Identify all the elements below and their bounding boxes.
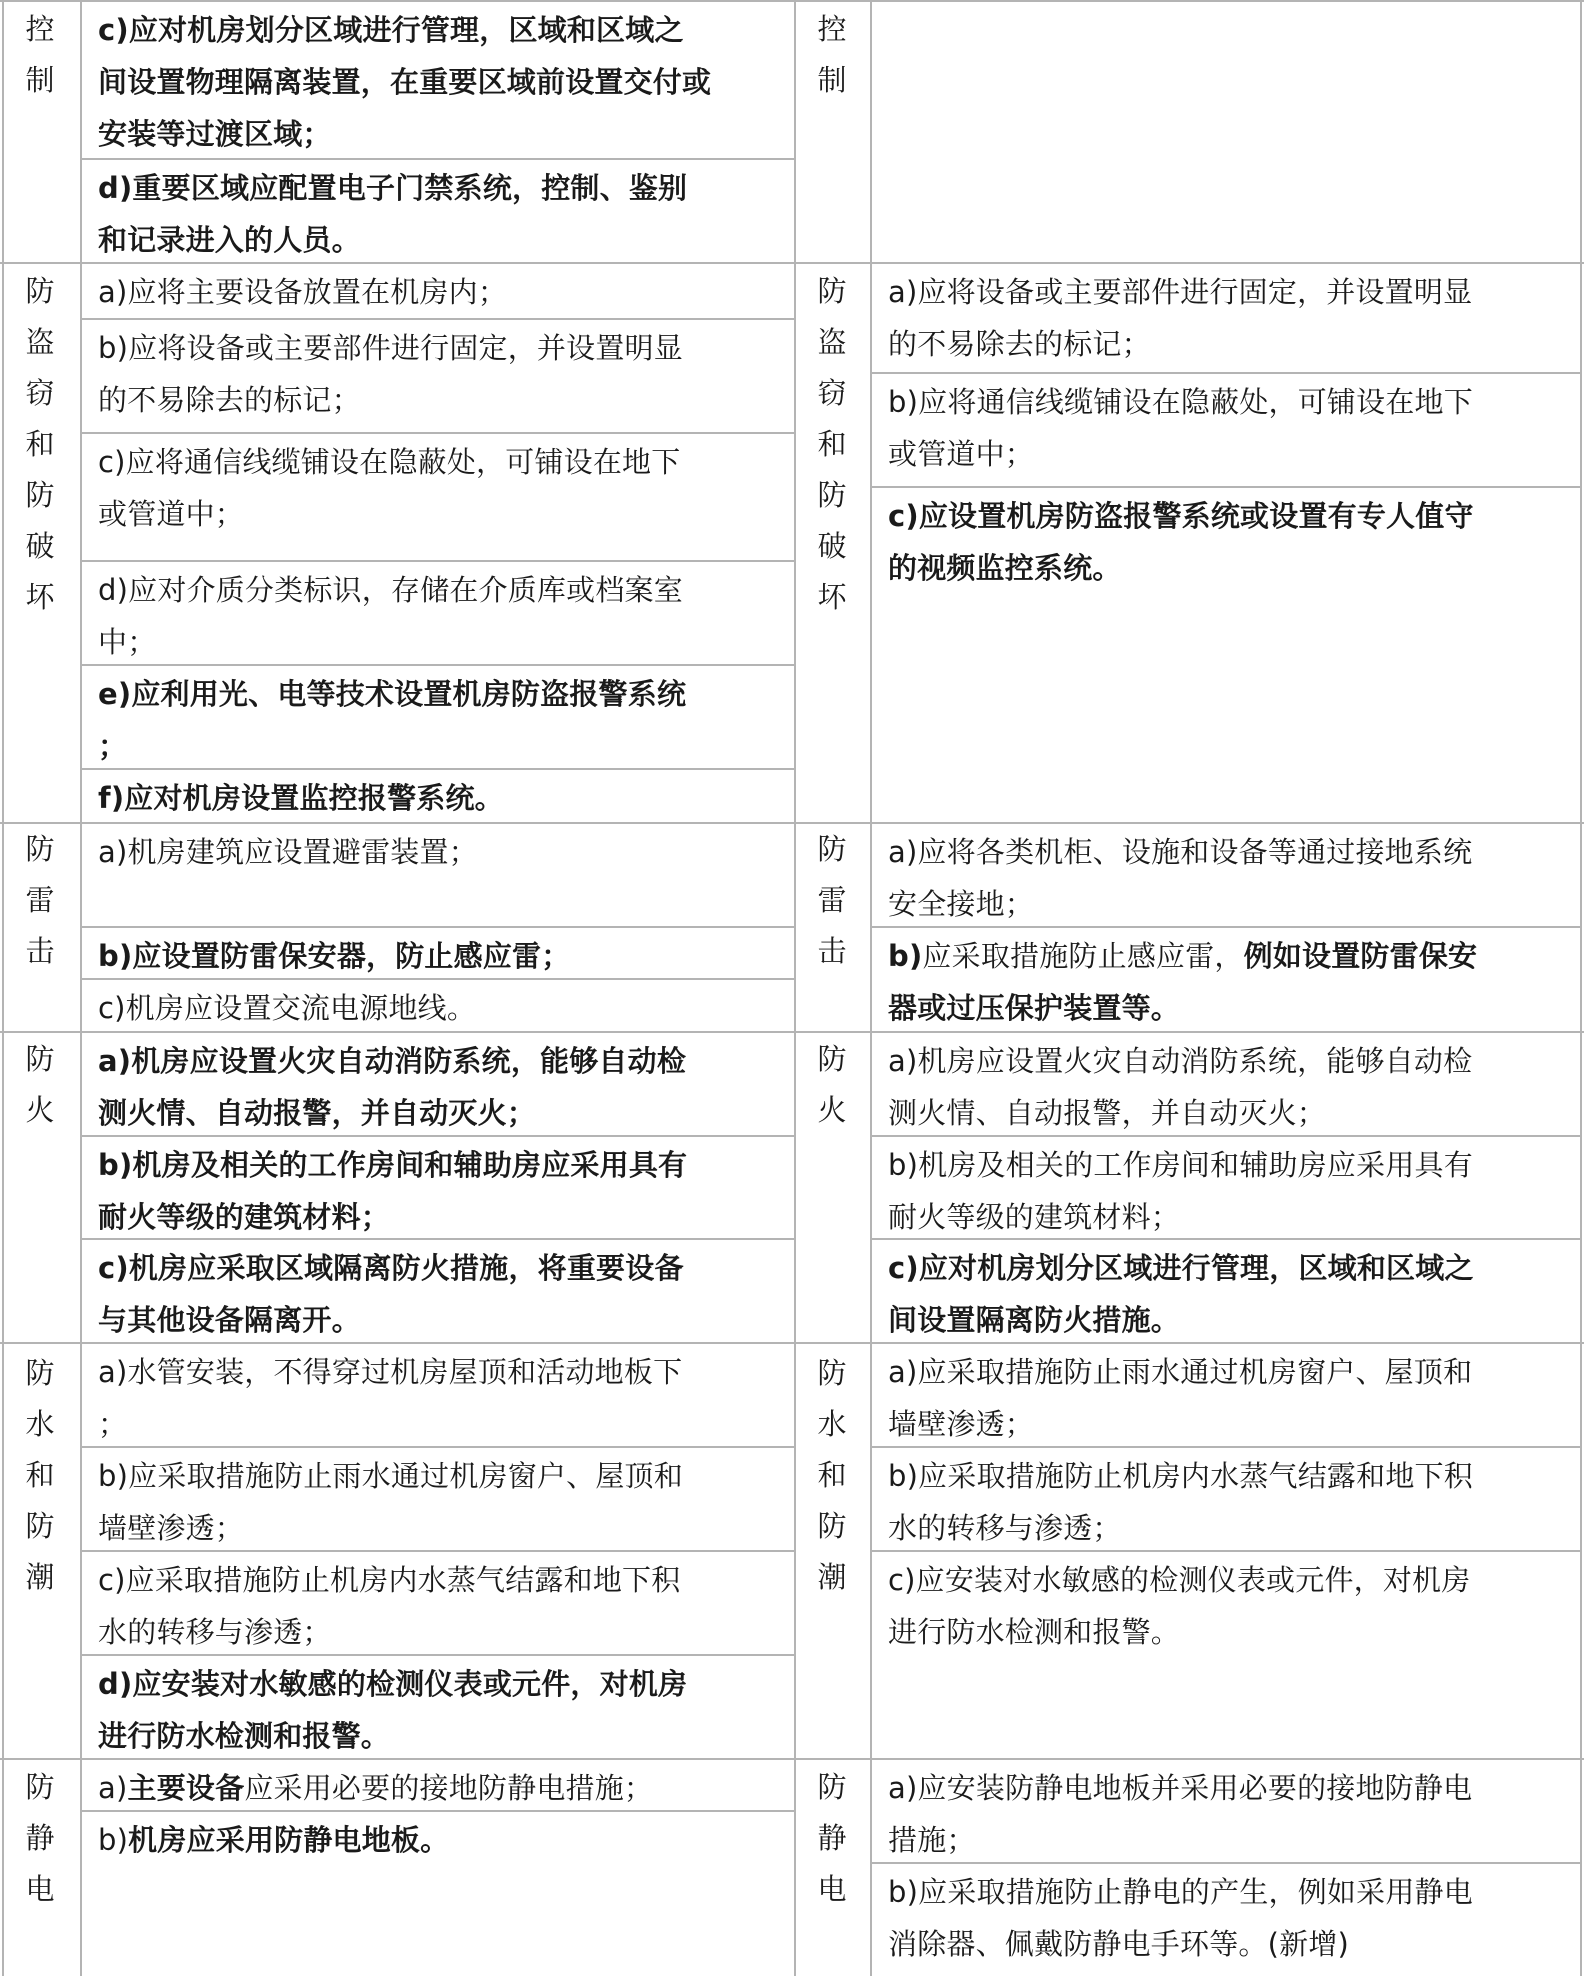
left-requirement-item [98, 1762, 653, 1814]
text-run: a)应安装防静电地板并采用必要的接地防静电 [888, 1771, 1473, 1805]
text-run: 或 [682, 65, 712, 99]
text-run: 耐火等级的建筑材料； [98, 1200, 391, 1234]
text-run: d)应对介质分类标识，存储在介质库或档案室 [98, 573, 683, 607]
column-divider [870, 0, 872, 1976]
item-divider [80, 1810, 794, 1812]
text-line [98, 56, 711, 108]
item-divider [870, 926, 1582, 928]
text-line [888, 376, 1473, 428]
text-run: c)应安装对水敏感的检测仪表或元件，对机房 [888, 1563, 1471, 1597]
text-run: d)应安装对水敏感的检测仪表或元件，对机房 [98, 1667, 688, 1701]
text-run: 应采用必要的接地防静电措施； [244, 1771, 654, 1805]
text-line [888, 318, 1472, 370]
text-line [98, 1242, 684, 1294]
text-run: ； [98, 729, 128, 763]
text-line [888, 930, 1477, 982]
text-line [98, 1139, 687, 1191]
item-divider [80, 1550, 794, 1552]
text-run: a) [98, 1771, 128, 1805]
text-line [98, 772, 504, 824]
text-run: b)机房及相关的工作房间和辅助房应采用具有 [98, 1148, 688, 1182]
text-line [98, 214, 687, 266]
text-run: ； [98, 1407, 128, 1441]
text-line [98, 436, 680, 488]
text-line [888, 428, 1473, 480]
text-line [888, 1450, 1473, 1502]
text-line [98, 1191, 687, 1243]
item-divider [80, 432, 794, 434]
item-divider [80, 1238, 794, 1240]
text-run: 测火情、自动报警，并自动灭火； [888, 1096, 1327, 1130]
left-category-label: 防静电 [25, 1770, 55, 1906]
text-run: 安装等过渡区域； [98, 117, 332, 151]
item-divider [80, 1135, 794, 1137]
text-line [98, 826, 478, 878]
item-divider [80, 768, 794, 770]
text-line [888, 1139, 1473, 1191]
text-line [98, 1450, 683, 1502]
item-divider [870, 1238, 1582, 1240]
text-run: c)应设置机房防盗报警系统或设置有专人值守 [888, 499, 1474, 533]
left-requirement-item [98, 1450, 683, 1554]
left-requirement-item [98, 266, 507, 318]
column-divider [794, 0, 796, 1976]
text-run: 间设置物理隔离装置，在重要区域前设置交付 [98, 65, 683, 99]
text-line [98, 1814, 449, 1866]
text-run: a)应将各类机柜、设施和设备等通过接地系统 [888, 835, 1473, 869]
text-run: a)机房应设置火灾自动消防系统，能够自动检 [98, 1044, 687, 1078]
left-requirement-item [98, 1554, 680, 1658]
text-line [98, 1502, 683, 1554]
text-run: 墙壁渗透； [888, 1407, 1035, 1441]
text-line [98, 1346, 682, 1398]
text-line [98, 1398, 682, 1450]
row-divider [0, 822, 1584, 824]
text-line [98, 488, 680, 540]
right-requirement-item [888, 490, 1474, 594]
text-run: 机房应采用防静电地板。 [128, 1823, 450, 1857]
text-run: b)应设置防雷保安器，防止感应雷； [98, 939, 571, 973]
text-run: a)机房建筑应设置避雷装置； [98, 835, 478, 869]
right-requirement-item [888, 376, 1473, 480]
right-category-label: 防火 [817, 1042, 847, 1127]
right-requirement-item [888, 1139, 1473, 1243]
table-border-left [2, 0, 4, 1976]
left-requirement-item [98, 1242, 684, 1346]
text-run: a)应将设备或主要部件进行固定，并设置明显 [888, 275, 1473, 309]
text-line [98, 4, 711, 56]
text-run: c)应将通信线缆铺设在隐蔽处，可铺设在地下 [98, 445, 681, 479]
right-requirement-item [888, 1346, 1472, 1450]
text-run: c)机房应设置交流电源地线。 [98, 991, 477, 1025]
text-run: 水的转移与渗透； [98, 1615, 332, 1649]
text-line [98, 1035, 686, 1087]
text-line [888, 982, 1477, 1034]
text-line [98, 266, 507, 318]
text-run: c)应采取措施防止机房内水蒸气结露和地下积 [98, 1563, 681, 1597]
left-requirement-item [98, 1035, 686, 1139]
item-divider [80, 926, 794, 928]
text-run: 或管道中； [98, 497, 245, 531]
text-run: 应采取措施防止感应雷， [922, 939, 1244, 973]
text-run: 主要设备 [127, 1771, 245, 1805]
text-line [888, 1242, 1474, 1294]
text-line [98, 108, 711, 160]
text-line [98, 930, 570, 982]
text-run: 耐火等级的建筑材料； [888, 1200, 1181, 1234]
text-line [98, 668, 686, 720]
table-border-top [0, 0, 1584, 2]
row-divider [0, 1758, 1584, 1760]
right-category-label: 防雷击 [817, 832, 847, 968]
text-line [98, 1087, 686, 1139]
text-run: a)应采取措施防止雨水通过机房窗户、屋顶和 [888, 1355, 1473, 1389]
text-line [98, 1710, 687, 1762]
right-category-label: 防静电 [817, 1770, 847, 1906]
text-run: b)机房及相关的工作房间和辅助房应采用具有 [888, 1148, 1473, 1182]
text-run: a)水管安装，不得穿过机房屋顶和活动地板 [98, 1355, 654, 1389]
right-requirement-item [888, 1762, 1472, 1866]
right-requirement-item [888, 1554, 1470, 1658]
text-run: 墙壁渗透； [98, 1511, 245, 1545]
text-line [888, 826, 1472, 878]
text-line [98, 982, 476, 1034]
text-line [98, 564, 683, 616]
item-divider [870, 372, 1582, 374]
text-run: f)应对机房设置监控报警系统。 [98, 781, 504, 815]
text-line [98, 1294, 684, 1346]
text-run: a)应将主要设备放置在机房内； [98, 275, 508, 309]
text-line [888, 1398, 1472, 1450]
text-run: 和记录进入的人员。 [98, 223, 361, 257]
item-divider [870, 1135, 1582, 1137]
text-run: 或管道中； [888, 437, 1035, 471]
text-run: e)应利用光、电等技术设置机房防盗报警系 [98, 677, 657, 711]
left-requirement-item [98, 1346, 682, 1450]
text-run: 的不易除去的标记； [98, 383, 361, 417]
item-divider [80, 1654, 794, 1656]
left-requirement-item [98, 436, 680, 540]
left-requirement-item [98, 1814, 449, 1866]
text-run: 消除器、佩戴防静电手环等。(新增) [888, 1927, 1350, 1961]
table-border-right [1580, 0, 1582, 1976]
text-run: b) [888, 939, 923, 973]
left-category-label: 防水和防潮 [25, 1356, 55, 1594]
text-run: 措施； [888, 1823, 976, 1857]
text-line [888, 1294, 1474, 1346]
right-category-label: 防水和防潮 [817, 1356, 847, 1594]
text-line [888, 1346, 1472, 1398]
text-run: 安全接地； [888, 887, 1035, 921]
item-divider [80, 978, 794, 980]
right-requirement-item [888, 826, 1472, 930]
text-line [98, 374, 683, 426]
left-requirement-item [98, 4, 711, 160]
text-run: b)应采取措施防止机房内水蒸气结露和地下积 [888, 1459, 1473, 1493]
text-run: b) [98, 1823, 129, 1857]
right-requirement-item [888, 266, 1472, 370]
item-divider [80, 1446, 794, 1448]
left-requirement-item [98, 564, 683, 668]
right-requirement-item [888, 1866, 1473, 1970]
text-run: b)应采取措施防止雨水通过机房窗户、屋顶和 [98, 1459, 683, 1493]
text-line [98, 1762, 653, 1814]
row-divider [0, 262, 1584, 264]
left-category-label: 防雷击 [25, 832, 55, 968]
text-run: b)应采取措施防止静电的产生，例如采用静电 [888, 1875, 1473, 1909]
right-requirement-item [888, 1450, 1473, 1554]
item-divider [870, 1446, 1582, 1448]
text-run: 统 [656, 677, 687, 711]
text-run: a)机房应设置火灾自动消防系统，能够自动检 [888, 1044, 1473, 1078]
text-run: 下 [653, 1355, 683, 1389]
row-divider [0, 1031, 1584, 1033]
left-category-label: 防盗窃和防破坏 [25, 274, 55, 614]
text-run: 进行防水检测和报警。 [888, 1615, 1181, 1649]
right-requirement-item [888, 1242, 1474, 1346]
text-line [98, 720, 686, 772]
left-category-label: 防火 [25, 1042, 55, 1127]
text-line [888, 1918, 1473, 1970]
text-line [888, 542, 1474, 594]
text-run: 的不易除去的标记； [888, 327, 1151, 361]
item-divider [80, 318, 794, 320]
text-run: 间设置隔离防火措施。 [888, 1303, 1181, 1337]
right-requirement-item [888, 930, 1477, 1034]
text-line [888, 1191, 1473, 1243]
text-run: c)应对机房划分区域进行管理，区域和区域之 [888, 1251, 1474, 1285]
text-line [888, 490, 1474, 542]
text-run: 中； [98, 625, 157, 659]
item-divider [870, 1862, 1582, 1864]
left-requirement-item [98, 930, 570, 982]
text-line [888, 1762, 1472, 1814]
text-line [888, 1554, 1470, 1606]
text-line [888, 1502, 1473, 1554]
text-run: c)应对机房划分区域进行管理，区域和区域之 [98, 13, 684, 47]
text-line [888, 1087, 1472, 1139]
row-divider [0, 1342, 1584, 1344]
text-run: 与其他设备隔离开。 [98, 1303, 361, 1337]
left-requirement-item [98, 162, 687, 266]
text-run: 器或过压保护装置等。 [888, 991, 1181, 1025]
text-line [888, 1814, 1472, 1866]
text-run: c)机房应采取区域隔离防火措施，将重要设备 [98, 1251, 684, 1285]
item-divider [870, 1550, 1582, 1552]
item-divider [870, 486, 1582, 488]
text-run: b)应将通信线缆铺设在隐蔽处，可铺设在地下 [888, 385, 1473, 419]
left-category-label: 控制 [25, 12, 55, 97]
right-category-label: 控制 [817, 12, 847, 97]
text-run: 例如设置防雷保安 [1243, 939, 1478, 973]
text-run: 进行防水检测和报警。 [98, 1719, 391, 1753]
text-line [98, 1554, 680, 1606]
left-requirement-item [98, 668, 686, 772]
text-run: d)重要区域应配置电子门禁系统，控制、鉴别 [98, 171, 688, 205]
text-line [98, 162, 687, 214]
text-line [888, 1035, 1472, 1087]
text-line [888, 1866, 1473, 1918]
item-divider [80, 158, 794, 160]
left-requirement-item [98, 322, 683, 426]
text-line [98, 322, 683, 374]
right-requirement-item [888, 1035, 1472, 1139]
text-line [98, 1658, 687, 1710]
text-run: 水的转移与渗透； [888, 1511, 1122, 1545]
text-line [888, 266, 1472, 318]
left-requirement-item [98, 1139, 687, 1243]
left-requirement-item [98, 826, 478, 878]
text-run: 测火情、自动报警，并自动灭火； [98, 1096, 537, 1130]
text-run: 的视频监控系统。 [888, 551, 1122, 585]
item-divider [80, 560, 794, 562]
left-requirement-item [98, 772, 504, 824]
text-line [98, 1606, 680, 1658]
left-requirement-item [98, 1658, 687, 1762]
text-run: b)应将设备或主要部件进行固定，并设置明显 [98, 331, 683, 365]
column-divider [80, 0, 82, 1976]
text-line [888, 1606, 1470, 1658]
text-line [98, 616, 683, 668]
text-line [888, 878, 1472, 930]
left-requirement-item [98, 982, 476, 1034]
right-category-label: 防盗窃和防破坏 [817, 274, 847, 614]
item-divider [80, 664, 794, 666]
